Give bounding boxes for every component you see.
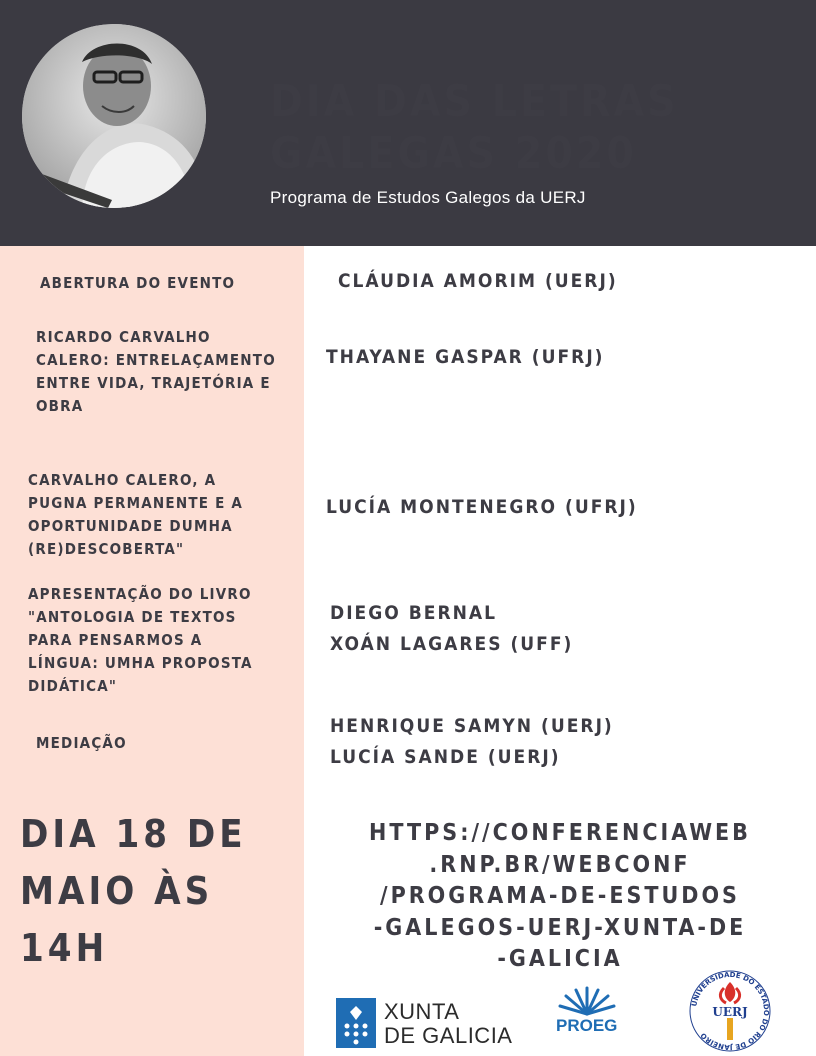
- url-line: HTTPS://CONFERENCIAWEB: [369, 820, 751, 846]
- url-line: /PROGRAMA-DE-ESTUDOS: [380, 883, 740, 909]
- uerj-label: UERJ: [712, 1005, 748, 1019]
- topic-line: APRESENTAÇÃO DO LIVRO: [28, 585, 252, 603]
- date-line: MAIO ÀS: [20, 869, 214, 913]
- topic-pugna-permanente: [28, 469, 298, 561]
- speaker-name: CLÁUDIA AMORIM (UERJ): [338, 270, 618, 292]
- portrait-image: [22, 24, 206, 208]
- proeg-logo: [552, 984, 622, 1042]
- uerj-logo: [688, 968, 772, 1054]
- url-line: -GALEGOS-UERJ-XUNTA-DE: [373, 914, 747, 941]
- page-title: [270, 76, 790, 180]
- topic-line: OPORTUNIDADE DUMHA: [28, 517, 233, 535]
- proeg-label: PROEG: [556, 1016, 618, 1035]
- page-subtitle: Programa de Estudos Galegos da UERJ: [270, 188, 586, 207]
- speaker-name: XOÁN LAGARES (UFF): [330, 633, 574, 655]
- event-date: [20, 806, 300, 977]
- speaker-lucia-montenegro: [326, 492, 796, 523]
- speaker-name: LUCÍA SANDE (UERJ): [330, 746, 561, 768]
- url-line: -GALICIA: [497, 946, 623, 972]
- speaker-mediators: [330, 711, 790, 773]
- topic-line: CALERO: ENTRELAÇAMENTO: [36, 351, 276, 369]
- xunta-de-galicia-logo: [336, 998, 516, 1048]
- topic-line: PUGNA PERMANENTE E A: [28, 494, 244, 512]
- topic-line: PARA PENSARMOS A: [28, 631, 203, 649]
- topic-line: LÍNGUA: UMHA PROPOSTA: [28, 654, 253, 672]
- portrait-photo: [22, 24, 206, 208]
- speaker-opening: [338, 266, 798, 297]
- topic-line: DIDÁTICA": [28, 677, 118, 695]
- speaker-thayane-gaspar: [326, 342, 786, 373]
- topic-line: ENTRE VIDA, TRAJETÓRIA E: [36, 374, 271, 392]
- galicia-shield-icon: [336, 998, 376, 1048]
- topic-mediation: [36, 732, 286, 755]
- topic-line: OBRA: [36, 397, 84, 415]
- uerj-ring-text: UNIVERSIDADE DO ESTADO DO RIO DE JANEIRO: [690, 970, 771, 1052]
- date-line: DIA 18 DE: [20, 812, 247, 856]
- speaker-name: LUCÍA MONTENEGRO (UFRJ): [326, 496, 638, 518]
- speaker-name: THAYANE GASPAR (UFRJ): [326, 346, 605, 368]
- title-line-1: DIA DAS LETRAS: [270, 76, 679, 127]
- title-line-2: GALEGAS 2020: [270, 128, 637, 179]
- topic-opening: [40, 272, 290, 295]
- speaker-diego-xoan: [330, 598, 790, 660]
- conference-url: [360, 818, 760, 976]
- url-line: .RNP.BR/WEBCONF: [429, 851, 691, 878]
- topic-ricardo-carvalho-calero: [36, 326, 296, 418]
- topic-book-presentation: [28, 583, 298, 698]
- header-banner: [0, 0, 816, 246]
- topic-line: CARVALHO CALERO, A: [28, 471, 217, 489]
- topic-line: (RE)DESCOBERTA": [28, 540, 185, 558]
- topic-line: MEDIAÇÃO: [36, 734, 127, 752]
- speaker-name: DIEGO BERNAL: [330, 602, 498, 624]
- speaker-name: HENRIQUE SAMYN (UERJ): [330, 715, 614, 737]
- xunta-text: [384, 1000, 512, 1048]
- xunta-line-2: DE GALICIA: [384, 1023, 513, 1048]
- topic-line: ABERTURA DO EVENTO: [40, 274, 236, 292]
- topic-line: "ANTOLOGIA DE TEXTOS: [28, 608, 237, 626]
- date-line: 14H: [20, 926, 109, 970]
- proeg-rays-icon: [552, 984, 622, 1018]
- xunta-line-1: XUNTA: [384, 999, 460, 1024]
- topic-line: RICARDO CARVALHO: [36, 328, 211, 346]
